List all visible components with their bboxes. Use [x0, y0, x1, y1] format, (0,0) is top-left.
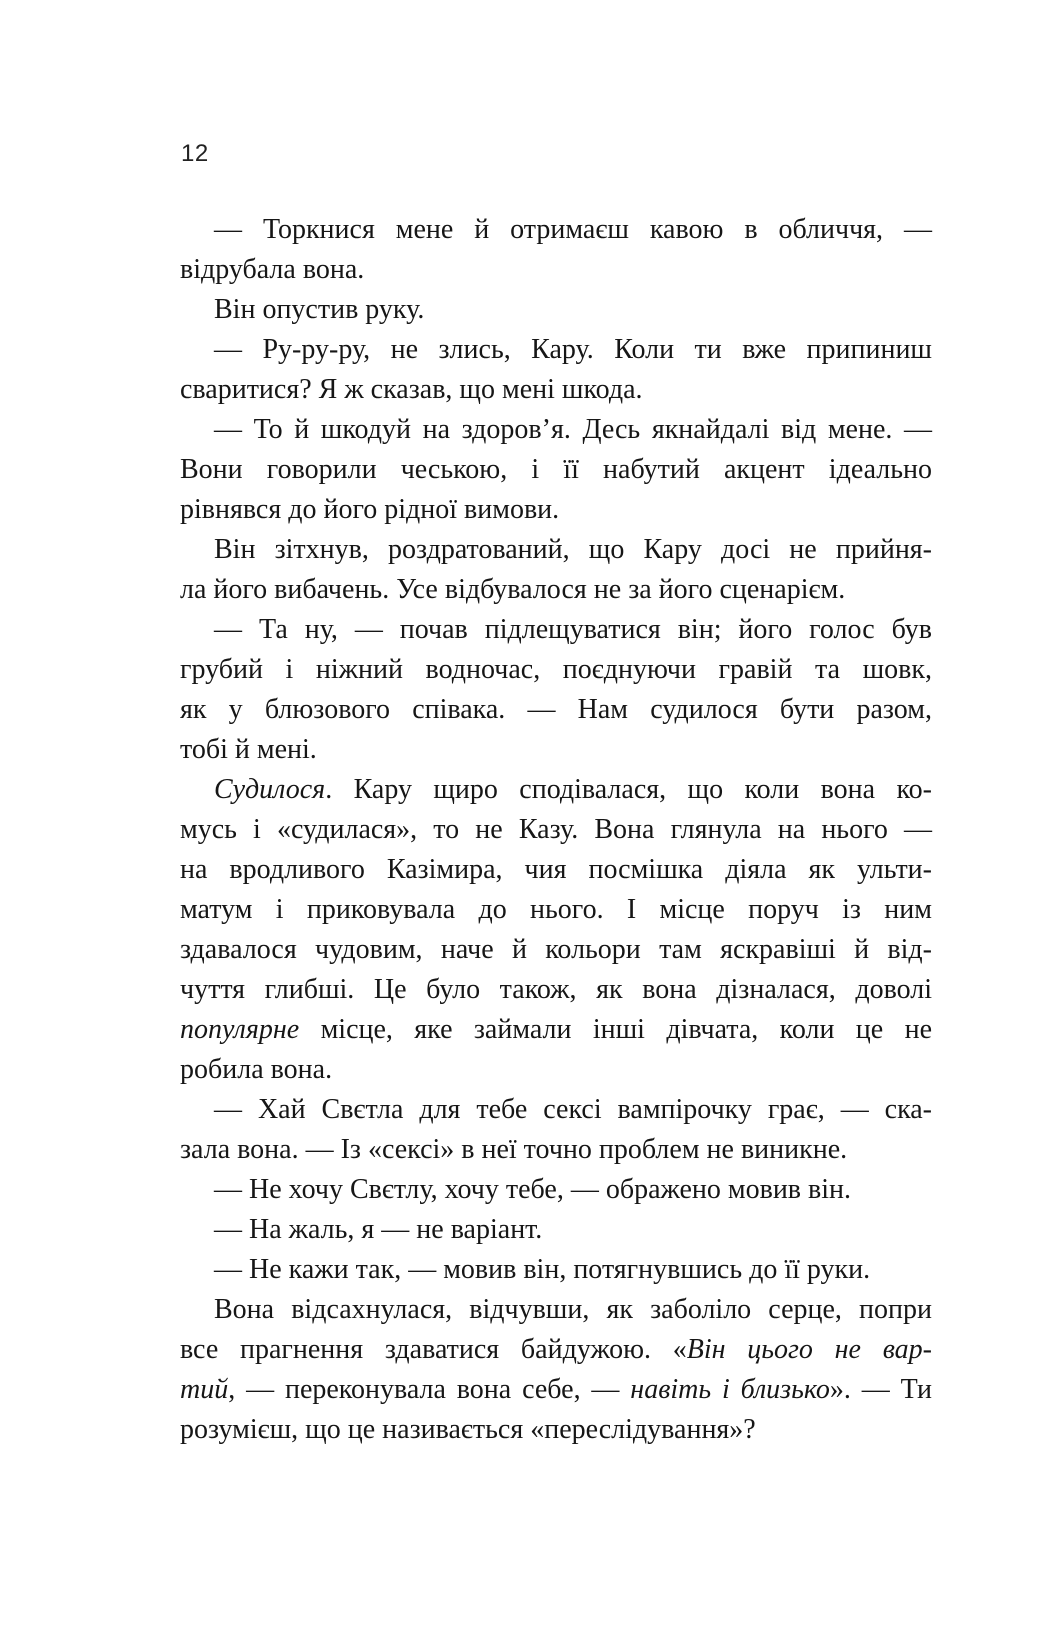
- paragraph: [180, 410, 932, 530]
- text-run: чуття глибші. Це було також, як вона дізналася, доволі: [180, 974, 932, 1005]
- text-run: місце, яке займали інші дівчата, коли це не: [299, 1014, 932, 1045]
- text-run: — Та ну, — почав підлещуватися він; його голос був: [214, 614, 932, 645]
- text-line: [180, 1170, 932, 1210]
- text-run: як у блюзового співака. — Нам судилося бути разом,: [180, 694, 932, 725]
- text-run: рівнявся до його рідної вимови.: [180, 494, 560, 525]
- text-line: [180, 770, 932, 810]
- text-run: мусь і «судилася», то не Казу. Вона глянула на нього —: [180, 814, 932, 845]
- text-line: [180, 1090, 932, 1130]
- text-run: , — переконувала вона себе, —: [228, 1374, 631, 1405]
- paragraph: [180, 1290, 932, 1450]
- text-line: [180, 1130, 932, 1170]
- text-run: Вони говорили чеською, і її набутий акцент ідеально: [180, 454, 932, 485]
- paragraph: [180, 770, 932, 1090]
- text-line: [180, 370, 932, 410]
- text-run: сваритися? Я ж сказав, що мені шкода.: [180, 374, 643, 405]
- text-line: [180, 1370, 932, 1410]
- text-run: — То й шкодуй на здоров’я. Десь якнайдалі від мене. —: [214, 414, 932, 445]
- text-line: [180, 970, 932, 1010]
- paragraph: [180, 610, 932, 770]
- text-run: все прагнення здаватися байдужою. «: [180, 1334, 687, 1365]
- text-run: ». — Ти: [829, 1374, 933, 1405]
- text-line: [180, 1250, 932, 1290]
- text-line: [180, 290, 932, 330]
- text-run: відрубала вона.: [180, 254, 365, 285]
- text-line: [180, 850, 932, 890]
- text-line: [180, 330, 932, 370]
- text-line: [180, 930, 932, 970]
- paragraph: [180, 1210, 932, 1250]
- italic-run: навіть і близько: [630, 1374, 830, 1405]
- text-line: [180, 1410, 932, 1450]
- text-run: Він зітхнув, роздратований, що Кару досі не прийня-: [214, 534, 932, 565]
- text-run: зала вона. — Із «сексі» в неї точно проблем не виникне.: [180, 1134, 848, 1165]
- text-line: [180, 730, 932, 770]
- text-run: — Не кажи так, — мовив він, потягнувшись до її руки.: [214, 1254, 871, 1285]
- text-run: матум і приковувала до нього. І місце поруч із ним: [180, 894, 932, 925]
- text-run: — Торкнися мене й отримаєш кавою в обличчя, —: [214, 214, 932, 245]
- text-line: [180, 1010, 932, 1050]
- text-line: [180, 1210, 932, 1250]
- text-line: [180, 570, 932, 610]
- text-run: здавалося чудовим, наче й кольори там яскравіші й від-: [180, 934, 932, 965]
- text-run: — Не хочу Свєтлу, хочу тебе, — ображено мовив він.: [214, 1174, 852, 1205]
- text-run: ла його вибачень. Усе відбувалося не за його сценарієм.: [180, 574, 846, 605]
- paragraph: [180, 1090, 932, 1170]
- text-line: [180, 410, 932, 450]
- text-line: [180, 210, 932, 250]
- text-line: [180, 490, 932, 530]
- text-run: Він опустив руку.: [214, 294, 425, 325]
- italic-run: тий: [180, 1374, 229, 1405]
- text-run: розумієш, що це називається «переслідування»?: [180, 1414, 756, 1445]
- paragraph: [180, 210, 932, 290]
- text-line: [180, 530, 932, 570]
- page-number: 12: [181, 140, 209, 167]
- text-line: [180, 890, 932, 930]
- text-run: тобі й мені.: [180, 734, 317, 765]
- italic-run: популярне: [180, 1014, 300, 1045]
- text-line: [180, 650, 932, 690]
- paragraph: [180, 530, 932, 610]
- text-line: [180, 450, 932, 490]
- page-text: [180, 210, 932, 1450]
- text-line: [180, 250, 932, 290]
- text-line: [180, 610, 932, 650]
- text-line: [180, 1290, 932, 1330]
- text-run: на вродливого Казімира, чия посмішка діяла як ульти-: [180, 854, 932, 885]
- text-run: Вона відсахнулася, відчувши, як заболіло серце, попри: [214, 1294, 932, 1325]
- text-line: [180, 810, 932, 850]
- paragraph: [180, 290, 932, 330]
- text-run: — На жаль, я — не варіант.: [214, 1214, 543, 1245]
- italic-run: Судилося: [214, 774, 326, 805]
- text-run: робила вона.: [180, 1054, 333, 1085]
- text-line: [180, 1050, 932, 1090]
- text-run: — Ру-ру-ру, не злись, Кару. Коли ти вже припиниш: [214, 334, 932, 365]
- paragraph: [180, 1170, 932, 1210]
- paragraph: [180, 1250, 932, 1290]
- text-run: — Хай Свєтла для тебе сексі вампірочку грає, — ска-: [214, 1094, 932, 1125]
- text-run: грубий і ніжний водночас, поєднуючи гравій та шовк,: [180, 654, 932, 685]
- text-line: [180, 1330, 932, 1370]
- text-run: . Кару щиро сподівалася, що коли вона ко-: [325, 774, 932, 805]
- paragraph: [180, 330, 932, 410]
- text-line: [180, 690, 932, 730]
- italic-run: Він цього не вар-: [686, 1334, 933, 1365]
